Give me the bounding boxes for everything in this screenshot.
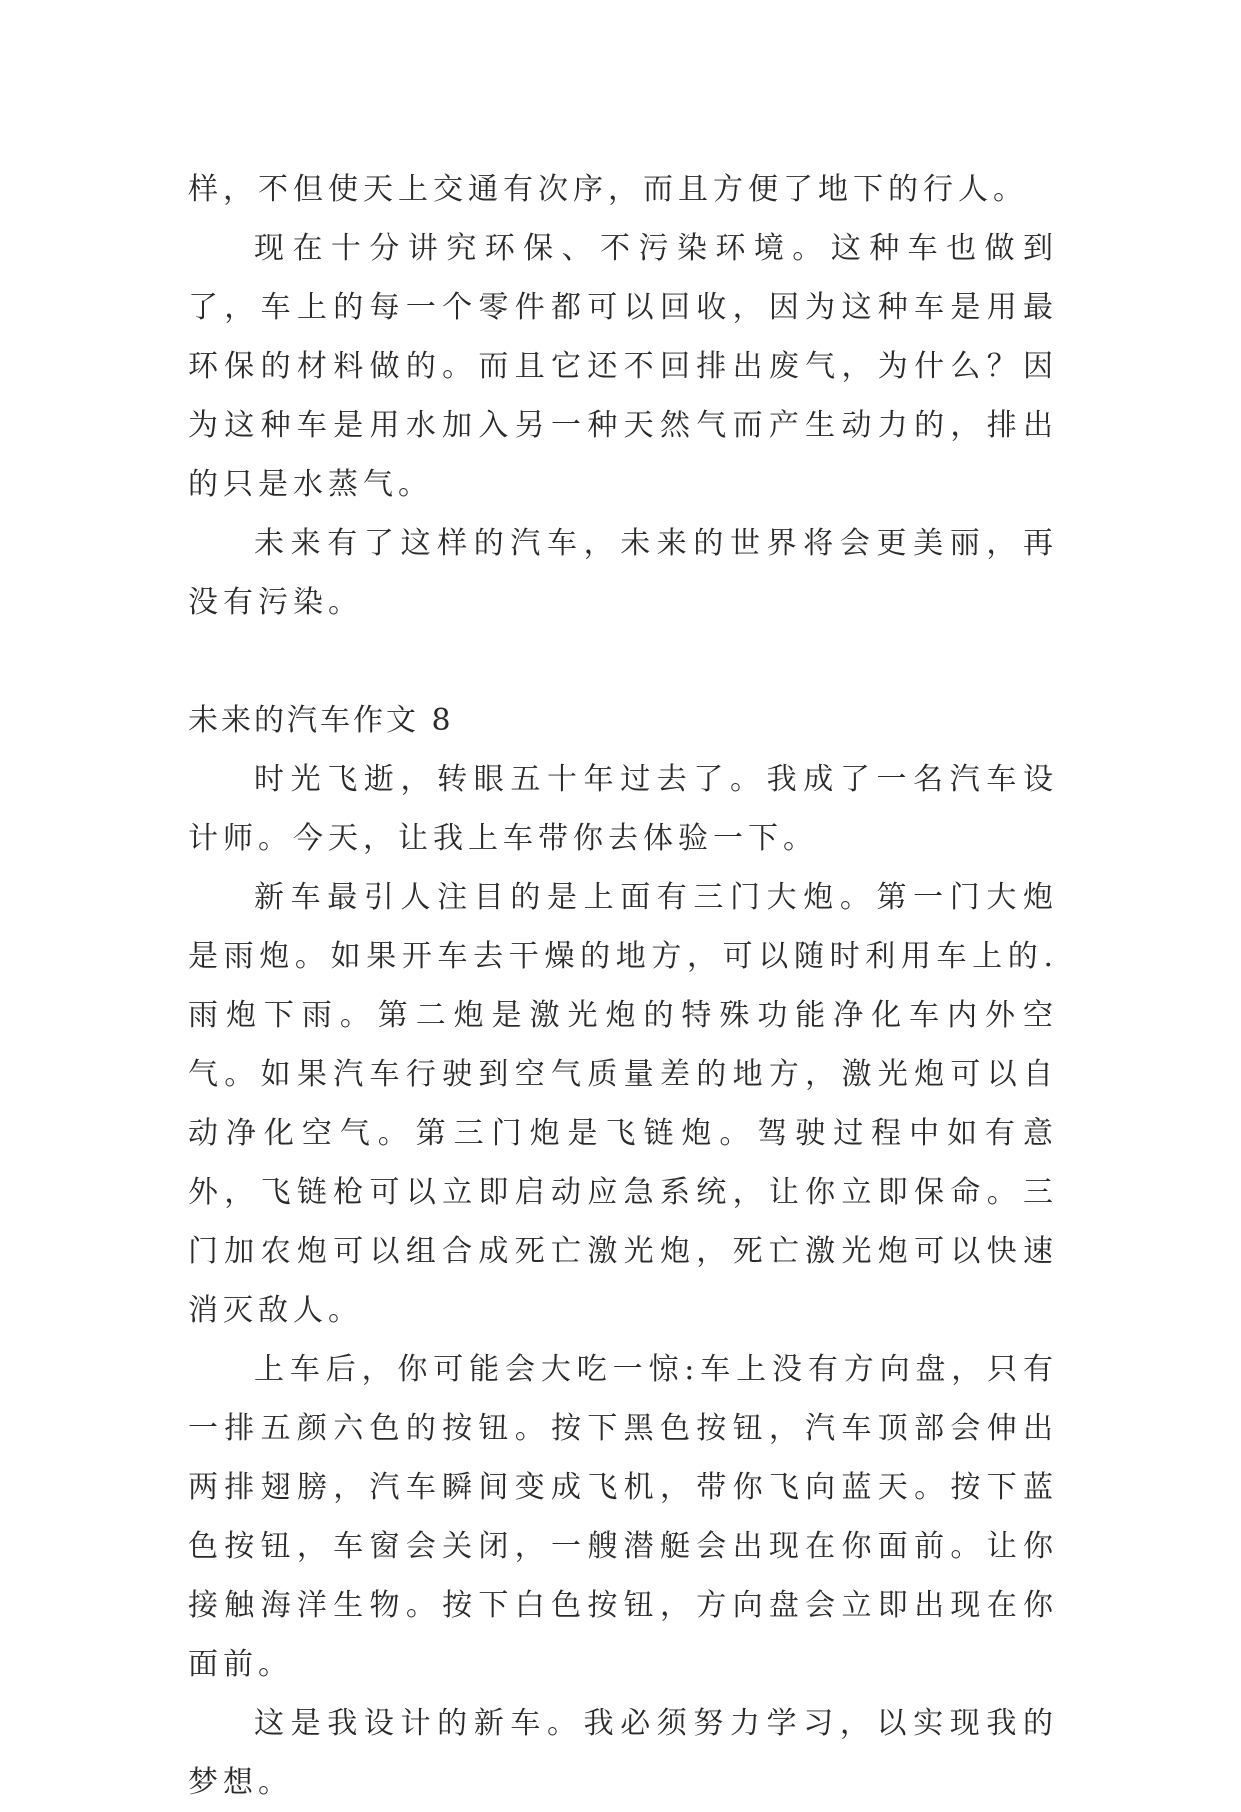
paragraph-environment: 现在十分讲究环保、不污染环境。这种车也做到了，车上的每一个零件都可以回收，因为这种车是用最环保的材料做的。而且它还不回排出废气，为什么？因为这种车是用水加入另一种天然气而产生动力的，排出的只是水蒸气。 [188,231,1058,502]
paragraph-continued: 样，不但使天上交通有次序，而且方便了地下的行人。 [188,172,1028,207]
section-title: 未来的汽车作文 8 [188,703,454,738]
paragraph-intro: 时光飞逝，转眼五十年过去了。我成了一名汽车设计师。今天，让我上车带你去体验一下。 [188,762,1058,856]
paragraph-conclusion: 这是我设计的新车。我必须努力学习，以实现我的梦想。 [188,1706,1058,1800]
paragraph-future-world: 未来有了这样的汽车，未来的世界将会更美丽，再没有污染。 [188,526,1058,620]
section-spacer [188,632,1058,691]
document-body [188,160,1058,1812]
paragraph-cannons: 新车最引人注目的是上面有三门大炮。第一门大炮是雨炮。如果开车去干燥的地方，可以随时利用车上的.雨炮下雨。第二炮是激光炮的特殊功能净化车内外空气。如果汽车行驶到空气质量差的地方，激光炮可以自动净化空气。第三门炮是飞链炮。驾驶过程中如有意外，飞链枪可以立即启动应急系统，让你立即保命。三门加农炮可以组合成死亡激光炮，死亡激光炮可以快速消灭敌人。 [188,880,1058,1328]
paragraph-buttons: 上车后，你可能会大吃一惊:车上没有方向盘，只有一排五颜六色的按钮。按下黑色按钮，汽车顶部会伸出两排翅膀，汽车瞬间变成飞机，带你飞向蓝天。按下蓝色按钮，车窗会关闭，一艘潜艇会出现在你面前。让你接触海洋生物。按下白色按钮，方向盘会立即出现在你面前。 [188,1352,1058,1682]
